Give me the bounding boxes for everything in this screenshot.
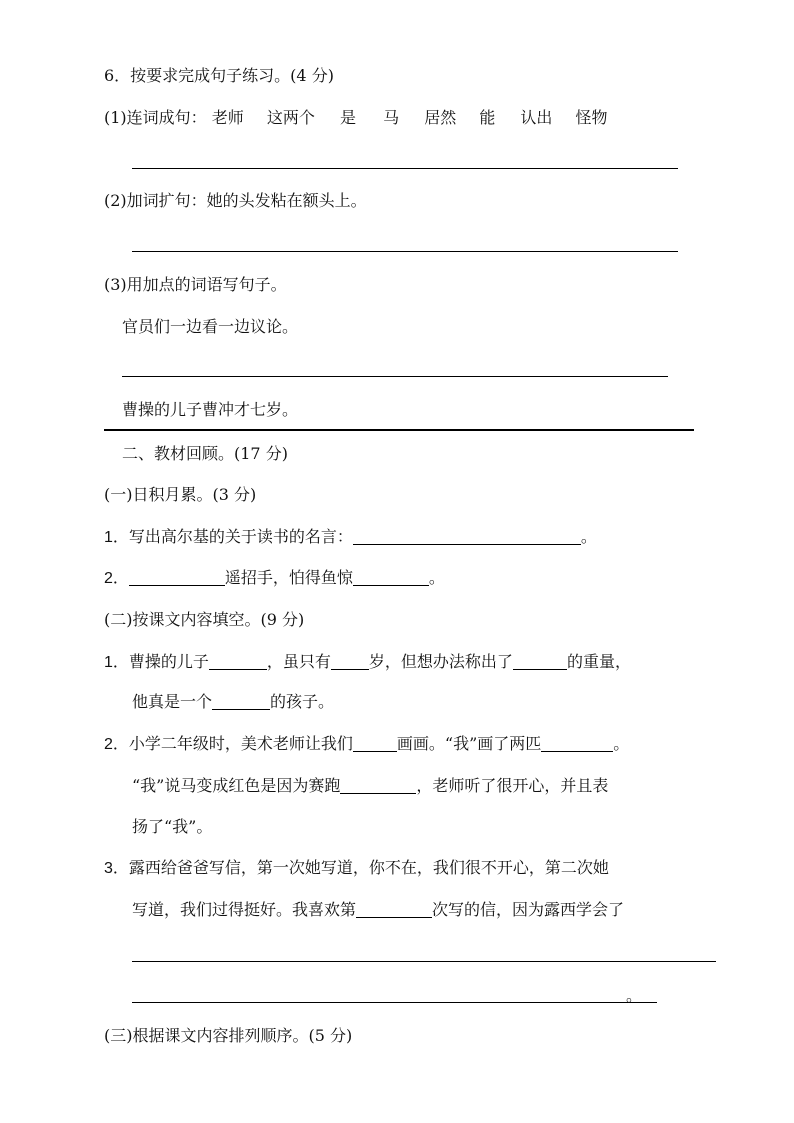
- answer-blank-horse[interactable]: [541, 735, 613, 752]
- word-8: 怪物: [575, 108, 608, 127]
- part-2-q2-line-3: 扬了“我”。: [132, 817, 213, 836]
- answer-blank-poem-1[interactable]: [129, 569, 225, 586]
- part-2-q1-d: 的重量，: [566, 652, 631, 671]
- part-2-q2-c: 。: [613, 734, 630, 753]
- section-2-title: 二、教材回顾。(17 分): [122, 444, 288, 463]
- part-2-q1-line-1: [104, 652, 631, 673]
- question-6-2: (2)加词扩句：她的头发粘在额头上。: [104, 191, 367, 210]
- answer-blank-name[interactable]: [209, 653, 267, 670]
- part-1-q2-num: 2．: [104, 570, 129, 587]
- answer-blank-poem-2[interactable]: [353, 569, 429, 586]
- part-1-q2-end: 。: [428, 568, 445, 587]
- answer-line-q3-1[interactable]: [132, 961, 716, 962]
- part-2-q3-b: 写道，我们过得挺好。我喜欢第: [132, 900, 357, 919]
- word-6: 能: [479, 108, 496, 127]
- answer-blank-weight[interactable]: [513, 653, 567, 670]
- question-6-3: (3)用加点的词语写句子。: [104, 275, 287, 294]
- word-4: 马: [383, 108, 400, 127]
- part-2-q3-line-2: [132, 900, 624, 920]
- word-1: 老师: [211, 108, 244, 127]
- part-2-q2-d: “我”说马变成红色是因为赛跑: [132, 776, 341, 795]
- part-2-q2-a: 2．小学二年级时，美术老师让我们: [104, 736, 353, 753]
- answer-blank-age[interactable]: [331, 653, 369, 670]
- part-2-title: (二)按课文内容填空。(9 分): [104, 610, 305, 629]
- word-7: 认出: [520, 108, 553, 127]
- part-1-title: (一)日积月累。(3 分): [104, 485, 257, 504]
- answer-line-6-3[interactable]: [122, 376, 668, 377]
- part-2-q1-line-2: [132, 692, 334, 712]
- question-6-3-example-2: 曹操的儿子曹冲才七岁。: [122, 400, 299, 419]
- part-2-q1-e: 他真是一个: [132, 692, 213, 711]
- answer-blank-freely[interactable]: [353, 735, 397, 752]
- word-3: 是: [339, 108, 356, 127]
- section-divider: [104, 429, 694, 431]
- part-2-q3-line-1: 3．露西给爸爸写信，第一次她写道，你不在，我们很不开心，第二次她: [104, 860, 609, 877]
- part-2-q2-line-2: [132, 776, 608, 796]
- answer-line-6-1[interactable]: [132, 168, 678, 169]
- part-1-q2-mid: 遥招手，怕得鱼惊: [224, 568, 353, 587]
- part-2-q1-c: 岁，但想办法称出了: [368, 652, 513, 671]
- answer-blank-race[interactable]: [340, 777, 416, 794]
- part-2-q3-c: 次写的信，因为露西学会了: [432, 900, 625, 919]
- question-6-title: 6．按要求完成句子练习。(4 分): [104, 66, 334, 85]
- answer-line-6-2[interactable]: [132, 251, 678, 252]
- part-2-q3-end: 。: [626, 986, 643, 1005]
- part-2-q2-b: 画画。“我”画了两匹: [396, 734, 542, 753]
- answer-blank-quote[interactable]: [353, 528, 581, 545]
- question-6-1: [104, 108, 608, 128]
- part-2-q1-b: ，虽只有: [266, 652, 331, 671]
- word-2: 这两个: [266, 108, 315, 127]
- part-2-q1-f: 的孩子。: [270, 692, 335, 711]
- part-2-q2-e: ，老师听了很开心，并且表: [416, 776, 609, 795]
- answer-blank-adjective[interactable]: [212, 693, 270, 710]
- part-2-q1-a: 1．曹操的儿子: [104, 654, 209, 671]
- word-5: 居然: [424, 108, 457, 127]
- part-3-title: (三)根据课文内容排列顺序。(5 分): [104, 1026, 353, 1045]
- part-1-q1-end: 。: [580, 527, 597, 546]
- part-1-q1-text: 1．写出高尔基的关于读书的名言：: [104, 529, 353, 546]
- question-6-1-label: (1)连词成句：: [104, 108, 207, 127]
- answer-blank-which-letter[interactable]: [356, 901, 432, 918]
- part-1-q1: [104, 527, 597, 548]
- part-2-q2-line-1: [104, 734, 629, 755]
- question-6-3-example-1: 官员们一边看一边议论。: [122, 317, 299, 336]
- part-1-q2: [104, 568, 445, 589]
- answer-line-q3-2[interactable]: [132, 1002, 657, 1003]
